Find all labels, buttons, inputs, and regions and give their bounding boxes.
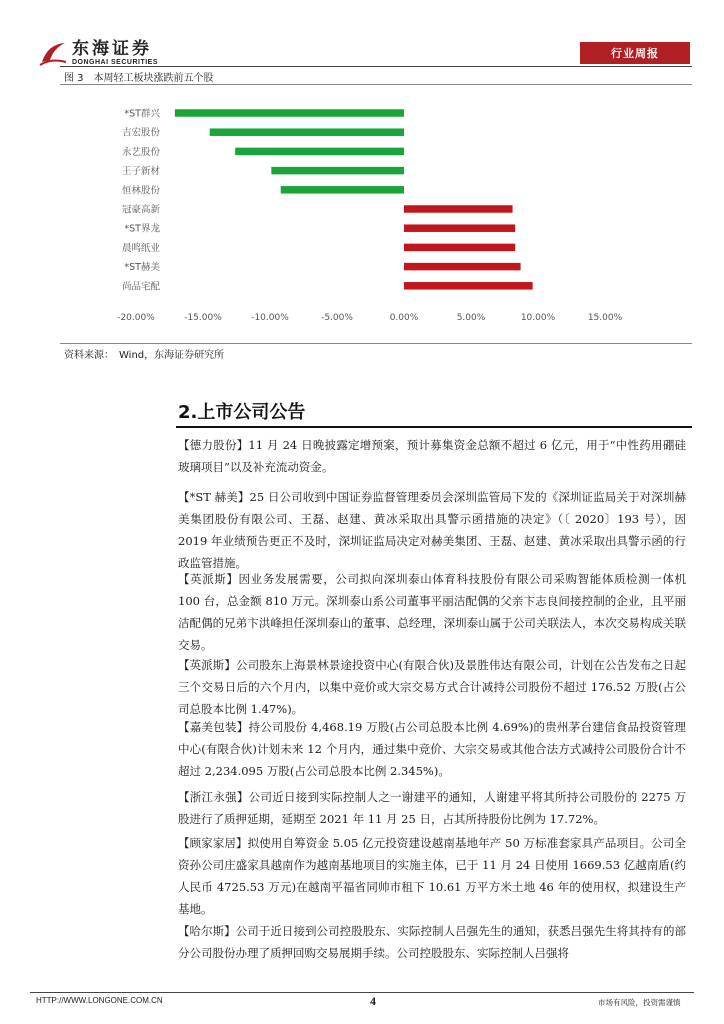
x-tick-label: 0.00% xyxy=(389,313,419,323)
category-label: *ST赫美 xyxy=(124,262,160,274)
header-divider xyxy=(60,66,692,67)
announcement-paragraph: 【浙江永强】公司近日接到实际控制人之一谢建平的通知，人谢建平将其所持公司股份的 2275 万股进行了质押延期，延期至 2021 年 11 月 25 日，占其所持股份比例为 17.72%。 xyxy=(178,790,686,826)
x-tick-label: -20.00% xyxy=(117,313,155,323)
category-label: *ST界龙 xyxy=(124,223,160,235)
section-title-underline xyxy=(176,426,692,428)
bar xyxy=(404,244,515,252)
figure-top-rule xyxy=(60,84,692,85)
bar xyxy=(404,224,515,232)
announcement-paragraph: 【*ST 赫美】25 日公司收到中国证券监督管理委员会深圳监管局下发的《深圳证监局关于对深圳赫美集团股份有限公司、王磊、赵建、黄冰采取出具警示函措施的决定》（〔 2020〕193 号），因 2019 年业绩预告更正不及时，深圳证监局决定对赫美集团、王磊、赵建、黄冰采取出具警示函的行政监管措施。 xyxy=(178,490,686,570)
bar xyxy=(404,205,513,213)
announcement-paragraph: 【哈尔斯】公司于近日接到公司控股股东、实际控制人吕强先生的通知，获悉吕强先生将其持有的部分公司股份办理了质押回购交易展期手续。公司控股股东、实际控制人吕强将 xyxy=(178,924,686,960)
x-tick-label: -5.00% xyxy=(321,313,353,323)
category-label: 永艺股份 xyxy=(121,146,160,158)
figure-title: 图 3 本周轻工板块涨跌前五个股 xyxy=(64,73,214,84)
category-label: 吉宏股份 xyxy=(121,127,160,139)
x-tick-label: 15.00% xyxy=(587,313,623,323)
risk-disclaimer: 市场有风险，投资需谨慎 xyxy=(598,998,681,1007)
bar-chart xyxy=(60,86,692,342)
announcement-paragraph: 【嘉美包装】持公司股份 4,468.19 万股(占公司总股本比例 4.69%)的贵州茅台建信食品投资管理中心(有限合伙)计划未来 12 个月内，通过集中竞价、大宗交易或其他合法方式减持公司股份合计不超过 2,234.095 万股(占公司总股本比例 2.345%)。 xyxy=(178,720,686,778)
company-logo xyxy=(38,38,158,68)
x-tick-label: -15.00% xyxy=(184,313,222,323)
category-label: 王子新材 xyxy=(121,166,160,178)
logo-chinese-name: 东海证券 xyxy=(72,38,152,59)
bar xyxy=(210,128,404,136)
footer-divider xyxy=(30,992,694,993)
logo-emblem-icon xyxy=(38,38,68,68)
announcement-paragraph: 【英派斯】公司股东上海景林景途投资中心(有限合伙)及景胜伟达有限公司，计划在公告发布之日起三个交易日后的六个月内，以集中竞价或大宗交易方式合计减持公司股份不超过 176.52 万股(占公司总股本比例 1.47%)。 xyxy=(178,658,686,716)
page-number: 4 xyxy=(370,994,376,1008)
bar xyxy=(404,263,521,271)
section-title: 2.上市公司公告 xyxy=(178,402,306,423)
category-label: 尚品宅配 xyxy=(121,281,160,293)
bar xyxy=(271,167,404,175)
category-label: 晨鸣纸业 xyxy=(121,242,160,254)
bar xyxy=(281,186,404,194)
logo-english-name: DONGHAI SECURITIES xyxy=(72,58,159,66)
category-label: *ST群兴 xyxy=(124,108,160,120)
announcement-paragraph: 【顾家家居】拟使用自筹资金 5.05 亿元投资建设越南基地年产 50 万标准套家具产品项目。公司全资孙公司庄盛家具越南作为越南基地项目的实施主体，已于 11 月 24 日使用 1669.53 亿越南盾(约人民币 4725.53 万元)在越南平福省同帅市租下 10.61 万平方米土地 46 年的使用权，拟建设生产基地。 xyxy=(178,836,686,916)
footer-website-link[interactable]: HTTP://WWW.LONGONE.COM.CN xyxy=(36,996,163,1005)
x-tick-label: -10.00% xyxy=(251,313,289,323)
bar xyxy=(175,109,404,117)
figure-bottom-rule xyxy=(60,343,692,344)
announcement-paragraph: 【德力股份】11 月 24 日晚披露定增预案，预计募集资金总额不超过 6 亿元，用于“中性药用硼硅玻璃项目”以及补充流动资金。 xyxy=(178,438,686,474)
bar xyxy=(235,148,404,156)
category-label: 恒林股份 xyxy=(121,185,160,197)
category-label: 冠豪高新 xyxy=(121,204,160,216)
figure-source: 资料来源： Wind，东海证券研究所 xyxy=(64,350,225,361)
announcement-paragraph: 【英派斯】因业务发展需要，公司拟向深圳泰山体育科技股份有限公司采购智能体质检测一体机 100 台，总金额 810 万元。深圳泰山系公司董事平丽洁配偶的父亲卞志良间接控制的企业，且平丽洁配偶的兄弟卞洪峰担任深圳泰山的董事、总经理，深圳泰山属于公司关联法人，本次交易构成关联交易。 xyxy=(178,572,686,652)
report-type-badge: 行业周报 xyxy=(580,42,690,64)
x-tick-label: 10.00% xyxy=(520,313,556,323)
bar xyxy=(404,282,533,290)
x-tick-label: 5.00% xyxy=(456,313,486,323)
